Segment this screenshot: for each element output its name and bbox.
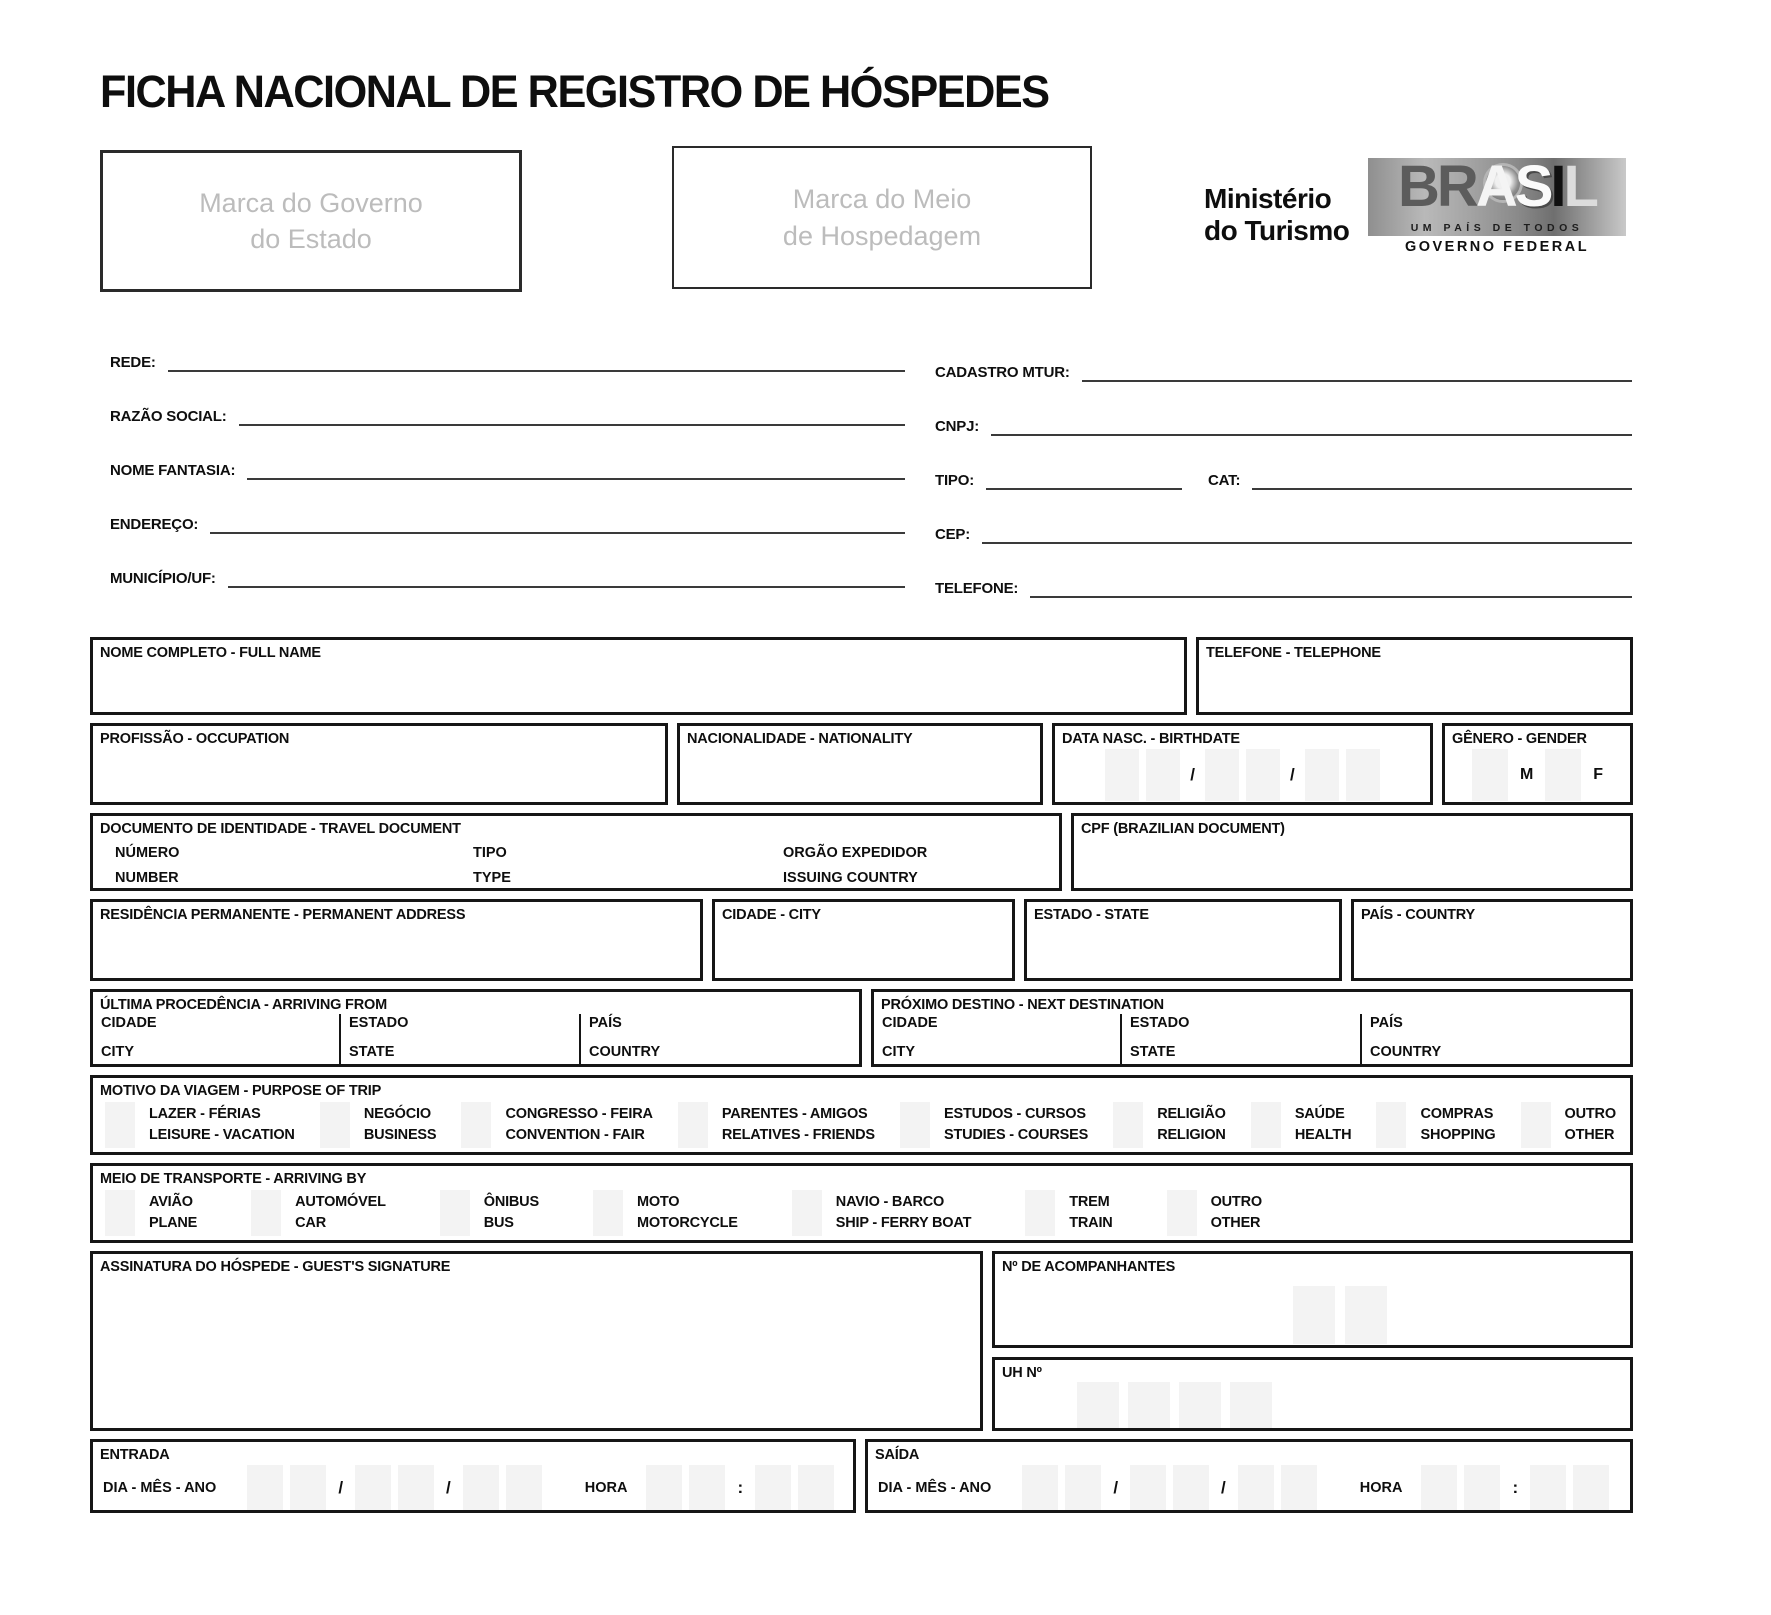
religion-label-en: RELIGION [1157, 1127, 1226, 1143]
nationality-field[interactable] [677, 723, 1043, 805]
row-name-phone [90, 637, 1633, 715]
cep-label: CEP: [935, 526, 971, 543]
endereco-field-row [110, 480, 905, 534]
checkout-label: SAÍDA [875, 1447, 920, 1463]
travel-document-field[interactable] [90, 813, 1062, 891]
gender-label: GÊNERO - GENDER [1452, 731, 1587, 747]
checkin-label: ENTRADA [100, 1447, 170, 1463]
next-destination-state-en: STATE [1130, 1044, 1176, 1060]
convention-label-pt: CONGRESSO - FEIRA [505, 1105, 653, 1122]
arriving-from-city-en: CITY [101, 1044, 135, 1060]
occupation-field[interactable] [90, 723, 668, 805]
checkout-date-line [868, 1463, 1630, 1510]
checkout-month-cell[interactable] [1130, 1465, 1166, 1510]
purpose-option-leisure [105, 1102, 295, 1148]
next-destination-field[interactable] [871, 989, 1633, 1067]
cpf-label: CPF (BRAZILIAN DOCUMENT) [1081, 821, 1285, 837]
business-label-en: BUSINESS [363, 1127, 437, 1143]
checkout-hour-label: HORA [1359, 1479, 1403, 1496]
purpose-option-convention [461, 1102, 652, 1148]
arriving-from-state-column [339, 1014, 579, 1064]
row-checkin-checkout [90, 1439, 1633, 1513]
ship-label-en: SHIP - FERRY BOAT [835, 1215, 972, 1231]
checkout-day-cell[interactable] [1022, 1465, 1058, 1510]
full-name-label: NOME COMPLETO - FULL NAME [100, 645, 321, 661]
checkin-day-cell[interactable] [290, 1465, 326, 1510]
business-checkbox[interactable] [320, 1102, 350, 1148]
lodging-mark-line1: Marca do Meio [792, 184, 972, 215]
health-checkbox[interactable] [1251, 1102, 1281, 1148]
rede-label: REDE: [110, 354, 156, 371]
establishment-fields-right [935, 328, 1632, 598]
health-label-pt: SAÚDE [1294, 1105, 1345, 1122]
studies-label-pt: ESTUDOS - CURSOS [944, 1105, 1086, 1122]
permanent-address-field[interactable] [90, 899, 703, 981]
establishment-fields-left [110, 318, 905, 588]
lodging-mark-line2: de Hospedagem [782, 220, 982, 251]
motorcycle-checkbox[interactable] [593, 1190, 623, 1236]
birthdate-day-cell[interactable] [1105, 749, 1139, 801]
birthdate-year-cell[interactable] [1346, 749, 1380, 801]
cat-input-line[interactable] [1252, 488, 1632, 490]
guest-signature-label: ASSINATURA DO HÓSPEDE - GUEST'S SIGNATURE [100, 1259, 451, 1275]
purpose-other-label-pt: OUTRO [1564, 1105, 1616, 1122]
cpf-field[interactable] [1071, 813, 1633, 891]
cnpj-label: CNPJ: [935, 418, 980, 435]
bus-checkbox[interactable] [440, 1190, 470, 1236]
lodging-mark-box [672, 146, 1092, 289]
travel-document-columns [93, 837, 1059, 892]
gender-female-label: F [1593, 766, 1604, 783]
razao-social-input-line[interactable] [239, 424, 905, 426]
cadastro-mtur-label: CADASTRO MTUR: [935, 364, 1070, 381]
tipo-input-line[interactable] [986, 488, 1182, 490]
brasil-logo-banner [1368, 158, 1626, 236]
gender-male-checkbox[interactable] [1472, 749, 1508, 801]
next-destination-columns [874, 1014, 1630, 1064]
checkin-separator: / [338, 1477, 344, 1497]
arriving-from-city-column [93, 1014, 339, 1064]
row-document-cpf [90, 813, 1633, 891]
gender-field [1442, 723, 1633, 805]
brasil-letters-br: BR [1398, 158, 1476, 219]
cnpj-input-line[interactable] [991, 434, 1632, 436]
shopping-label-pt: COMPRAS [1420, 1105, 1494, 1122]
transport-other-checkbox[interactable] [1167, 1190, 1197, 1236]
companions-cell[interactable] [1293, 1286, 1335, 1344]
train-label-pt: TREM [1069, 1193, 1110, 1210]
gender-options [1445, 749, 1630, 801]
checkin-hour-label: HORA [584, 1479, 628, 1496]
purpose-options [93, 1099, 1630, 1154]
plane-label-en: PLANE [149, 1215, 198, 1231]
transport-other-label-pt: OUTRO [1210, 1193, 1262, 1210]
guest-signature-field[interactable] [90, 1251, 983, 1431]
birthdate-month-cell[interactable] [1246, 749, 1280, 801]
checkout-day-cell[interactable] [1065, 1465, 1101, 1510]
purpose-of-trip-field [90, 1075, 1633, 1155]
birthdate-cells [1055, 749, 1430, 801]
state-mark-line1: Marca do Governo [199, 187, 423, 218]
purpose-option-studies [900, 1102, 1088, 1148]
transport-option-motorcycle [593, 1190, 738, 1236]
leisure-checkbox[interactable] [105, 1102, 135, 1148]
brasil-letter-s: S [1514, 158, 1551, 219]
endereco-label: ENDEREÇO: [110, 516, 199, 533]
municipio-uf-field-row [110, 534, 905, 588]
transport-field [90, 1163, 1633, 1243]
next-destination-city-column [874, 1014, 1120, 1064]
cat-label: CAT: [1208, 472, 1241, 489]
occupation-label: PROFISSÃO - OCCUPATION [100, 731, 290, 747]
companions-cell[interactable] [1345, 1286, 1387, 1344]
telefone-label: TELEFONE: [935, 580, 1019, 597]
purpose-option-shopping [1376, 1102, 1495, 1148]
arriving-from-country-column [579, 1014, 859, 1064]
checkout-colon: : [1512, 1477, 1519, 1497]
bus-label-en: BUS [483, 1215, 514, 1231]
car-label-en: CAR [295, 1215, 326, 1231]
companions-field [992, 1251, 1633, 1348]
birthdate-month-cell[interactable] [1205, 749, 1239, 801]
train-checkbox[interactable] [1025, 1190, 1055, 1236]
transport-label: MEIO DE TRANSPORTE - ARRIVING BY [100, 1171, 367, 1187]
purpose-other-checkbox[interactable] [1521, 1102, 1551, 1148]
purpose-option-relatives [678, 1102, 875, 1148]
plane-checkbox[interactable] [105, 1190, 135, 1236]
brasil-wordmark [1376, 158, 1618, 219]
companions-cells [1293, 1286, 1387, 1344]
guest-phone-field[interactable] [1196, 637, 1633, 715]
birthdate-separator: / [1290, 765, 1295, 784]
checkin-month-cell[interactable] [398, 1465, 434, 1510]
gender-male-label: M [1519, 766, 1534, 783]
brasil-government-logo [1368, 158, 1626, 255]
checkin-minute-cell[interactable] [798, 1465, 834, 1510]
governo-federal-label: GOVERNO FEDERAL [1404, 239, 1590, 255]
arriving-from-country-pt: PAÍS [589, 1015, 622, 1031]
travel-document-label: DOCUMENTO DE IDENTIDADE - TRAVEL DOCUMENT [100, 821, 461, 837]
arriving-from-state-en: STATE [349, 1044, 395, 1060]
health-label-en: HEALTH [1294, 1127, 1352, 1143]
studies-label-en: STUDIES - COURSES [944, 1127, 1089, 1143]
arriving-from-columns [93, 1014, 859, 1064]
car-label-pt: AUTOMÓVEL [295, 1193, 386, 1210]
checkout-minute-cell[interactable] [1530, 1465, 1566, 1510]
nationality-label: NACIONALIDADE - NATIONALITY [687, 731, 913, 747]
checkin-year-cell[interactable] [506, 1465, 542, 1510]
birthdate-year-cell[interactable] [1305, 749, 1339, 801]
brasil-letter-l: L [1563, 158, 1596, 219]
next-destination-city-en: CITY [882, 1044, 916, 1060]
birthdate-day-cell[interactable] [1146, 749, 1180, 801]
gender-female-checkbox[interactable] [1545, 749, 1581, 801]
document-issuer-column [783, 841, 1059, 892]
row-transport [90, 1163, 1633, 1243]
document-number-column [115, 841, 473, 892]
car-checkbox[interactable] [251, 1190, 281, 1236]
tipo-label: TIPO: [935, 472, 974, 489]
checkout-year-cell[interactable] [1281, 1465, 1317, 1510]
nome-fantasia-field-row [110, 426, 905, 480]
transport-options [93, 1187, 1630, 1242]
shopping-label-en: SHOPPING [1420, 1127, 1496, 1143]
guest-data-sheet [90, 637, 1633, 1521]
leisure-label-pt: LAZER - FÉRIAS [149, 1105, 261, 1122]
municipio-uf-label: MUNICÍPIO/UF: [110, 570, 216, 587]
checkout-year-cell[interactable] [1238, 1465, 1274, 1510]
ministry-line1: Ministério [1204, 183, 1332, 214]
convention-checkbox[interactable] [461, 1102, 491, 1148]
next-destination-country-en: COUNTRY [1370, 1044, 1442, 1060]
telefone-input-line[interactable] [1030, 596, 1632, 598]
checkout-separator: / [1221, 1477, 1226, 1497]
convention-label-en: CONVENTION - FAIR [505, 1127, 645, 1143]
ship-checkbox[interactable] [792, 1190, 822, 1236]
studies-checkbox[interactable] [900, 1102, 930, 1148]
transport-option-ship [792, 1190, 971, 1236]
cnpj-field-row [935, 382, 1632, 436]
telefone-field-row [935, 544, 1632, 598]
transport-option-train [1025, 1190, 1112, 1236]
checkout-field [865, 1439, 1633, 1513]
religion-label-pt: RELIGIÃO [1157, 1105, 1226, 1122]
motorcycle-label-en: MOTORCYCLE [636, 1215, 738, 1231]
row-occupation-nationality-birth-gender [90, 723, 1633, 805]
relatives-label-pt: PARENTES - AMIGOS [721, 1105, 868, 1122]
permanent-address-label: RESIDÊNCIA PERMANENTE - PERMANENT ADDRESS [100, 907, 466, 923]
religion-checkbox[interactable] [1113, 1102, 1143, 1148]
next-destination-state-column [1120, 1014, 1360, 1064]
document-type-label-en: TYPE [473, 870, 511, 887]
next-destination-city-pt: CIDADE [882, 1015, 938, 1031]
document-number-label-pt: NÚMERO [115, 845, 180, 861]
room-number-cell[interactable] [1077, 1382, 1119, 1428]
nome-fantasia-input-line[interactable] [247, 478, 905, 480]
state-government-mark-box [100, 150, 522, 292]
address-city-label: CIDADE - CITY [722, 907, 821, 923]
birthdate-separator: / [1190, 765, 1195, 784]
checkout-hour-cell[interactable] [1464, 1465, 1500, 1510]
rede-field-row [110, 318, 905, 372]
relatives-checkbox[interactable] [678, 1102, 708, 1148]
arriving-from-label: ÚLTIMA PROCEDÊNCIA - ARRIVING FROM [100, 997, 387, 1013]
checkin-minute-cell[interactable] [755, 1465, 791, 1510]
relatives-label-en: RELATIVES - FRIENDS [721, 1127, 875, 1143]
checkin-year-cell[interactable] [463, 1465, 499, 1510]
room-number-cells [1077, 1382, 1272, 1428]
document-type-column [473, 841, 783, 892]
state-mark-line2: do Estado [250, 224, 372, 254]
arriving-from-state-pt: ESTADO [349, 1015, 409, 1031]
transport-other-label-en: OTHER [1210, 1215, 1261, 1231]
checkout-hour-cell[interactable] [1421, 1465, 1457, 1510]
address-state-label: ESTADO - STATE [1034, 907, 1149, 923]
plane-label-pt: AVIÃO [149, 1193, 193, 1210]
nome-fantasia-label: NOME FANTASIA: [110, 462, 236, 479]
address-state-field[interactable] [1024, 899, 1342, 981]
razao-social-field-row [110, 372, 905, 426]
checkout-separator: / [1113, 1477, 1119, 1497]
purpose-option-other [1521, 1102, 1616, 1148]
document-issuer-label-pt: ORGÃO EXPEDIDOR [783, 845, 928, 861]
arriving-from-country-en: COUNTRY [589, 1044, 661, 1060]
shopping-checkbox[interactable] [1376, 1102, 1406, 1148]
transport-option-car [251, 1190, 386, 1236]
checkin-hour-cell[interactable] [646, 1465, 682, 1510]
purpose-of-trip-label: MOTIVO DA VIAGEM - PURPOSE OF TRIP [100, 1083, 382, 1099]
full-name-field[interactable] [90, 637, 1187, 715]
room-number-field [992, 1357, 1633, 1431]
document-number-label-en: NUMBER [115, 870, 179, 887]
birthdate-label: DATA NASC. - BIRTHDATE [1062, 731, 1240, 747]
row-permanent-address [90, 899, 1633, 981]
checkin-date-label: DIA - MÊS - ANO [103, 1479, 217, 1496]
cep-input-line[interactable] [982, 542, 1632, 544]
razao-social-label: RAZÃO SOCIAL: [110, 408, 227, 425]
purpose-option-health [1251, 1102, 1352, 1148]
room-number-cell[interactable] [1179, 1382, 1221, 1428]
address-country-field[interactable] [1351, 899, 1633, 981]
arriving-from-city-pt: CIDADE [101, 1015, 157, 1031]
cadastro-mtur-input-line[interactable] [1082, 380, 1632, 382]
business-label-pt: NEGÓCIO [363, 1105, 431, 1122]
document-type-label-pt: TIPO [473, 845, 507, 861]
leisure-label-en: LEISURE - VACATION [149, 1127, 295, 1143]
brasil-tagline: UM PAÍS DE TODOS [1410, 222, 1584, 234]
page-title: FICHA NACIONAL DE REGISTRO DE HÓSPEDES [100, 66, 1049, 117]
address-country-label: PAÍS - COUNTRY [1361, 907, 1476, 923]
room-number-label: UH Nº [1002, 1365, 1042, 1381]
ministry-line2: do Turismo [1204, 215, 1350, 247]
document-issuer-label-en: ISSUING COUNTRY [783, 870, 918, 887]
birthdate-field [1052, 723, 1433, 805]
checkin-field [90, 1439, 856, 1513]
next-destination-state-pt: ESTADO [1130, 1015, 1190, 1031]
signature-right-column [992, 1251, 1633, 1431]
checkin-separator: / [446, 1477, 451, 1497]
ministry-of-tourism-label [1204, 183, 1349, 247]
purpose-option-business [320, 1102, 437, 1148]
arriving-from-field[interactable] [90, 989, 862, 1067]
transport-option-plane [105, 1190, 197, 1236]
cadastro-mtur-field-row [935, 328, 1632, 382]
checkout-month-cell[interactable] [1173, 1465, 1209, 1510]
guest-phone-label: TELEFONE - TELEPHONE [1206, 645, 1381, 661]
checkin-month-cell[interactable] [355, 1465, 391, 1510]
transport-option-bus [440, 1190, 539, 1236]
checkin-colon: : [737, 1477, 744, 1497]
address-city-field[interactable] [712, 899, 1015, 981]
room-number-cell[interactable] [1230, 1382, 1272, 1428]
checkin-date-line [93, 1463, 853, 1510]
companions-label: Nº DE ACOMPANHANTES [1002, 1259, 1176, 1275]
tipo-cat-field-row [935, 436, 1632, 490]
next-destination-country-pt: PAÍS [1370, 1015, 1403, 1031]
checkout-minute-cell[interactable] [1573, 1465, 1609, 1510]
checkin-day-cell[interactable] [247, 1465, 283, 1510]
bus-label-pt: ÔNIBUS [483, 1193, 539, 1210]
ship-label-pt: NAVIO - BARCO [835, 1193, 945, 1210]
next-destination-label: PRÓXIMO DESTINO - NEXT DESTINATION [881, 997, 1164, 1013]
cep-field-row [935, 490, 1632, 544]
room-number-cell[interactable] [1128, 1382, 1170, 1428]
rede-input-line[interactable] [168, 370, 905, 372]
endereco-input-line[interactable] [210, 532, 905, 534]
brasil-letter-a: A [1475, 158, 1515, 219]
transport-option-other [1167, 1190, 1262, 1236]
checkout-date-label: DIA - MÊS - ANO [878, 1479, 992, 1496]
purpose-option-religion [1113, 1102, 1226, 1148]
purpose-other-label-en: OTHER [1564, 1127, 1615, 1143]
row-arriving-from-next-destination [90, 989, 1633, 1067]
brasil-letter-i: I [1550, 158, 1564, 219]
municipio-uf-input-line[interactable] [228, 586, 905, 588]
checkin-hour-cell[interactable] [689, 1465, 725, 1510]
row-signature [90, 1251, 1633, 1431]
row-purpose-of-trip [90, 1075, 1633, 1155]
next-destination-country-column [1360, 1014, 1630, 1064]
motorcycle-label-pt: MOTO [636, 1193, 680, 1210]
train-label-en: TRAIN [1069, 1215, 1113, 1231]
